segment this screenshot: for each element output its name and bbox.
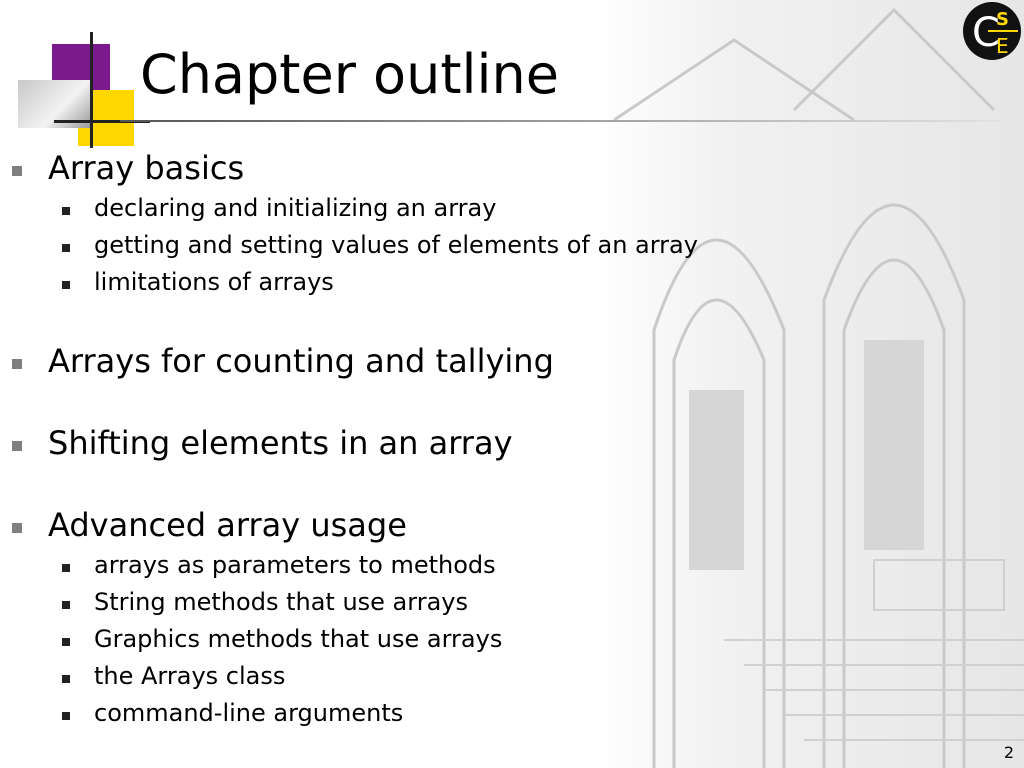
outline-subitem: String methods that use arrays	[12, 584, 812, 621]
outline-subitem: arrays as parameters to methods	[12, 547, 812, 584]
outline-subitem: limitations of arrays	[12, 264, 812, 301]
outline-item-shifting: Shifting elements in an array	[12, 421, 812, 465]
title-underline	[120, 120, 1000, 122]
outline-subitem: Graphics methods that use arrays	[12, 621, 812, 658]
outline-item-advanced: Advanced array usage	[12, 503, 812, 547]
outline-subitem: the Arrays class	[12, 658, 812, 695]
outline-item-array-basics: Array basics	[12, 146, 812, 190]
decoration-vertical-line	[90, 32, 93, 148]
outline-subitem: declaring and initializing an array	[12, 190, 812, 227]
logo-letter-s: S	[996, 9, 1009, 30]
slide-title: Chapter outline	[140, 43, 559, 106]
title-decoration	[18, 32, 148, 148]
chapter-outline	[12, 146, 812, 732]
logo-letter-e: E	[996, 34, 1009, 58]
outline-subitem: getting and setting values of elements of an array	[12, 227, 812, 264]
cse-logo-icon	[962, 1, 1022, 61]
page-number: 2	[1003, 743, 1014, 762]
logo-letter-c: C	[972, 10, 1000, 56]
outline-item-counting: Arrays for counting and tallying	[12, 339, 812, 383]
outline-subitem: command-line arguments	[12, 695, 812, 732]
